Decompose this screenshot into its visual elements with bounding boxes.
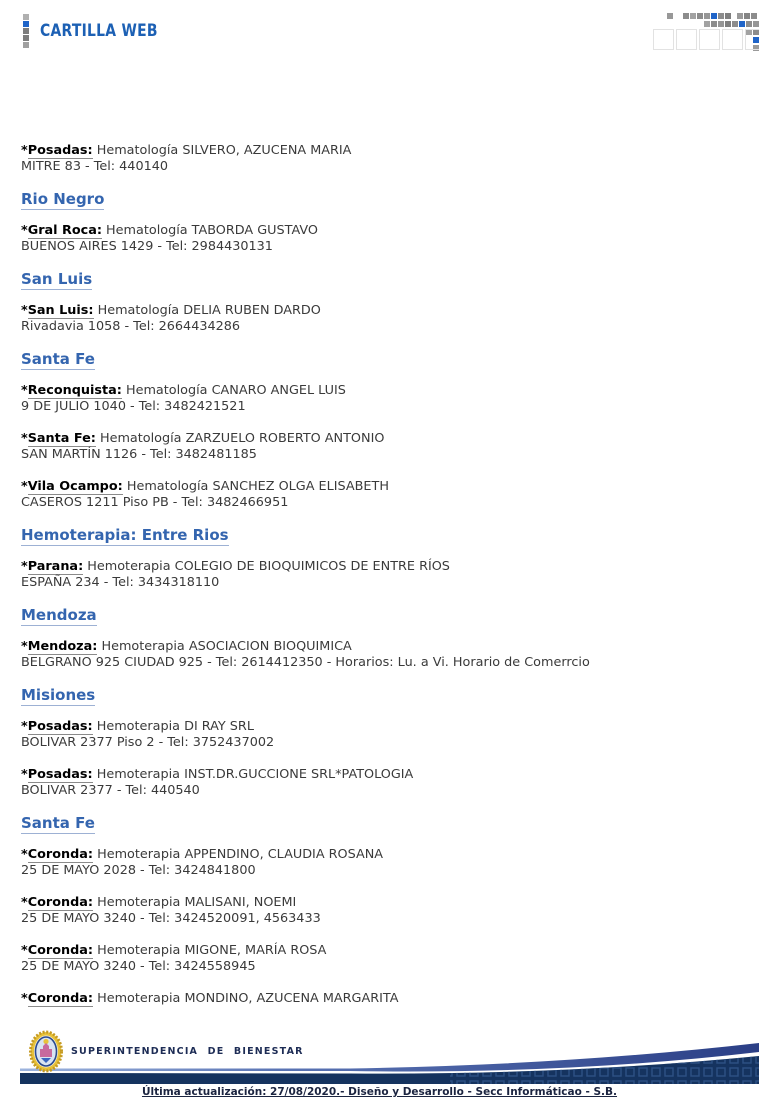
directory-entry: [21, 991, 739, 1007]
section-heading[interactable]: [21, 527, 739, 543]
entry-address-phone: BOLIVAR 2377 - Tel: 440540: [21, 783, 200, 798]
entry-city-label: San Luis:: [27, 303, 94, 318]
entry-city-label: Parana:: [27, 559, 84, 574]
entry-provider: Hemoterapia ASOCIACION BIOQUIMICA: [97, 639, 352, 654]
section-heading-label[interactable]: Santa Fe: [21, 350, 95, 368]
directory-entry: [21, 895, 739, 927]
entry-line1: [21, 479, 739, 495]
entry-city-label: Coronda:: [27, 847, 94, 862]
entry-address-phone: BUENOS AIRES 1429 - Tel: 2984430131: [21, 239, 273, 254]
directory-entry: [21, 431, 739, 463]
entry-city-label: Coronda:: [27, 991, 94, 1006]
entry-city-label: Posadas:: [27, 767, 93, 782]
entry-address-phone: 9 DE JULIO 1040 - Tel: 3482421521: [21, 399, 246, 414]
entry-city-label: Santa Fe:: [27, 431, 96, 446]
entry-provider: Hemoterapia DI RAY SRL: [92, 719, 254, 734]
section-heading-label[interactable]: Hemoterapia: Entre Rios: [21, 526, 229, 544]
directory-entry: [21, 767, 739, 799]
brand-pixel-icon: [23, 14, 29, 20]
section-heading-label[interactable]: Misiones: [21, 686, 96, 704]
section-heading[interactable]: [21, 815, 739, 831]
entry-provider: Hemoterapia MONDINO, AZUCENA MARGARITA: [93, 991, 399, 1006]
entry-asterisk: *: [21, 991, 28, 1006]
section-heading[interactable]: [21, 607, 739, 623]
entry-city-label: Vila Ocampo:: [27, 479, 123, 494]
section-heading[interactable]: [21, 351, 739, 367]
entry-address-phone: MITRE 83 - Tel: 440140: [21, 159, 169, 174]
entry-city-label: Coronda:: [27, 895, 94, 910]
entry-provider: Hematología ZARZUELO ROBERTO ANTONIO: [95, 431, 385, 446]
entry-provider: Hematología SILVERO, AZUCENA MARIA: [92, 143, 352, 158]
directory: [21, 143, 739, 1023]
entry-address-phone: ESPAÑA 234 - Tel: 3434318110: [21, 575, 220, 590]
entry-asterisk: *: [21, 767, 28, 782]
entry-asterisk: *: [21, 639, 28, 654]
entry-line1: [21, 943, 739, 959]
entry-city-label: Mendoza:: [27, 639, 98, 654]
entry-city-label: Posadas:: [27, 719, 93, 734]
entry-line1: [21, 383, 739, 399]
entry-address-phone: 25 DE MAYO 2028 - Tel: 3424841800: [21, 863, 256, 878]
section-heading[interactable]: [21, 687, 739, 703]
entry-line1: [21, 719, 739, 735]
directory-entry: [21, 383, 739, 415]
entry-provider: Hemoterapia MIGONE, MARÍA ROSA: [93, 943, 327, 958]
entry-address-phone: BOLIVAR 2377 Piso 2 - Tel: 3752437002: [21, 735, 275, 750]
entry-line1: [21, 639, 739, 655]
directory-entry: [21, 847, 739, 879]
entry-asterisk: *: [21, 383, 28, 398]
entry-address-phone: Rivadavia 1058 - Tel: 2664434286: [21, 319, 241, 334]
directory-entry: [21, 719, 739, 751]
entry-address-phone: 25 DE MAYO 3240 - Tel: 3424520091, 4563433: [21, 911, 321, 926]
section-heading-label[interactable]: Mendoza: [21, 606, 97, 624]
entry-line1: [21, 767, 739, 783]
entry-line1: [21, 431, 739, 447]
directory-entry: [21, 639, 739, 671]
entry-asterisk: *: [21, 895, 28, 910]
entry-city-label: Coronda:: [27, 943, 94, 958]
section-heading-label[interactable]: Santa Fe: [21, 814, 95, 832]
entry-provider: Hematología SANCHEZ OLGA ELISABETH: [122, 479, 389, 494]
entry-asterisk: *: [21, 847, 28, 862]
entry-line1: [21, 991, 739, 1007]
directory-entry: [21, 559, 739, 591]
entry-provider: Hemoterapia INST.DR.GUCCIONE SRL*PATOLOGIA: [92, 767, 414, 782]
directory-entry: [21, 479, 739, 511]
entry-provider: Hematología DELIA RUBEN DARDO: [93, 303, 321, 318]
entry-city-label: Reconquista:: [27, 383, 122, 398]
entry-asterisk: *: [21, 719, 28, 734]
entry-provider: Hematología CANARO ANGEL LUIS: [121, 383, 346, 398]
superintendencia-crest-logo: [28, 1030, 64, 1073]
section-heading[interactable]: [21, 191, 739, 207]
entry-city-label: Gral Roca:: [27, 223, 102, 238]
entry-address-phone: 25 DE MAYO 3240 - Tel: 3424558945: [21, 959, 256, 974]
entry-line1: [21, 559, 739, 575]
directory-entry: [21, 943, 739, 975]
entry-address-phone: CASEROS 1211 Piso PB - Tel: 3482466951: [21, 495, 289, 510]
entry-provider: Hemoterapia COLEGIO DE BIOQUIMICOS DE ENTRE RÍOS: [83, 559, 450, 574]
section-heading-label[interactable]: Rio Negro: [21, 190, 105, 208]
entry-city-label: Posadas:: [27, 143, 93, 158]
section-heading[interactable]: [21, 271, 739, 287]
entry-address-phone: BELGRANO 925 CIUDAD 925 - Tel: 2614412350 - Horarios: Lu. a Vi. Horario de Comerrcio: [21, 655, 590, 670]
entry-asterisk: *: [21, 431, 28, 446]
header: [0, 0, 759, 60]
entry-line1: [21, 895, 739, 911]
entry-line1: [21, 847, 739, 863]
entry-asterisk: *: [21, 303, 28, 318]
entry-asterisk: *: [21, 143, 28, 158]
entry-line1: [21, 303, 739, 319]
directory-entry: [21, 303, 739, 335]
entry-provider: Hematología TABORDA GUSTAVO: [101, 223, 318, 238]
entry-address-phone: SAN MARTÍN 1126 - Tel: 3482481185: [21, 447, 257, 462]
section-heading-label[interactable]: San Luis: [21, 270, 93, 288]
app-title: CARTILLA WEB: [40, 21, 158, 41]
header-pixel-decoration-icon: [667, 13, 673, 19]
entry-asterisk: *: [21, 479, 28, 494]
entry-asterisk: *: [21, 223, 28, 238]
entry-line1: [21, 143, 739, 159]
directory-entry: [21, 223, 739, 255]
entry-provider: Hemoterapia MALISANI, NOEMI: [93, 895, 297, 910]
directory-entry: [21, 143, 739, 175]
entry-asterisk: *: [21, 943, 28, 958]
footer-update-note: Última actualización: 27/08/2020.- Diseño y Desarrollo - Secc Informáticao - S.B.: [141, 1086, 618, 1098]
entry-asterisk: *: [21, 559, 28, 574]
header-outline-squares-decoration: [653, 29, 759, 54]
entry-line1: [21, 223, 739, 239]
entry-provider: Hemoterapia APPENDINO, CLAUDIA ROSANA: [93, 847, 384, 862]
footer-logo-text: SUPERINTENDENCIA DE BIENESTAR: [71, 1046, 304, 1057]
